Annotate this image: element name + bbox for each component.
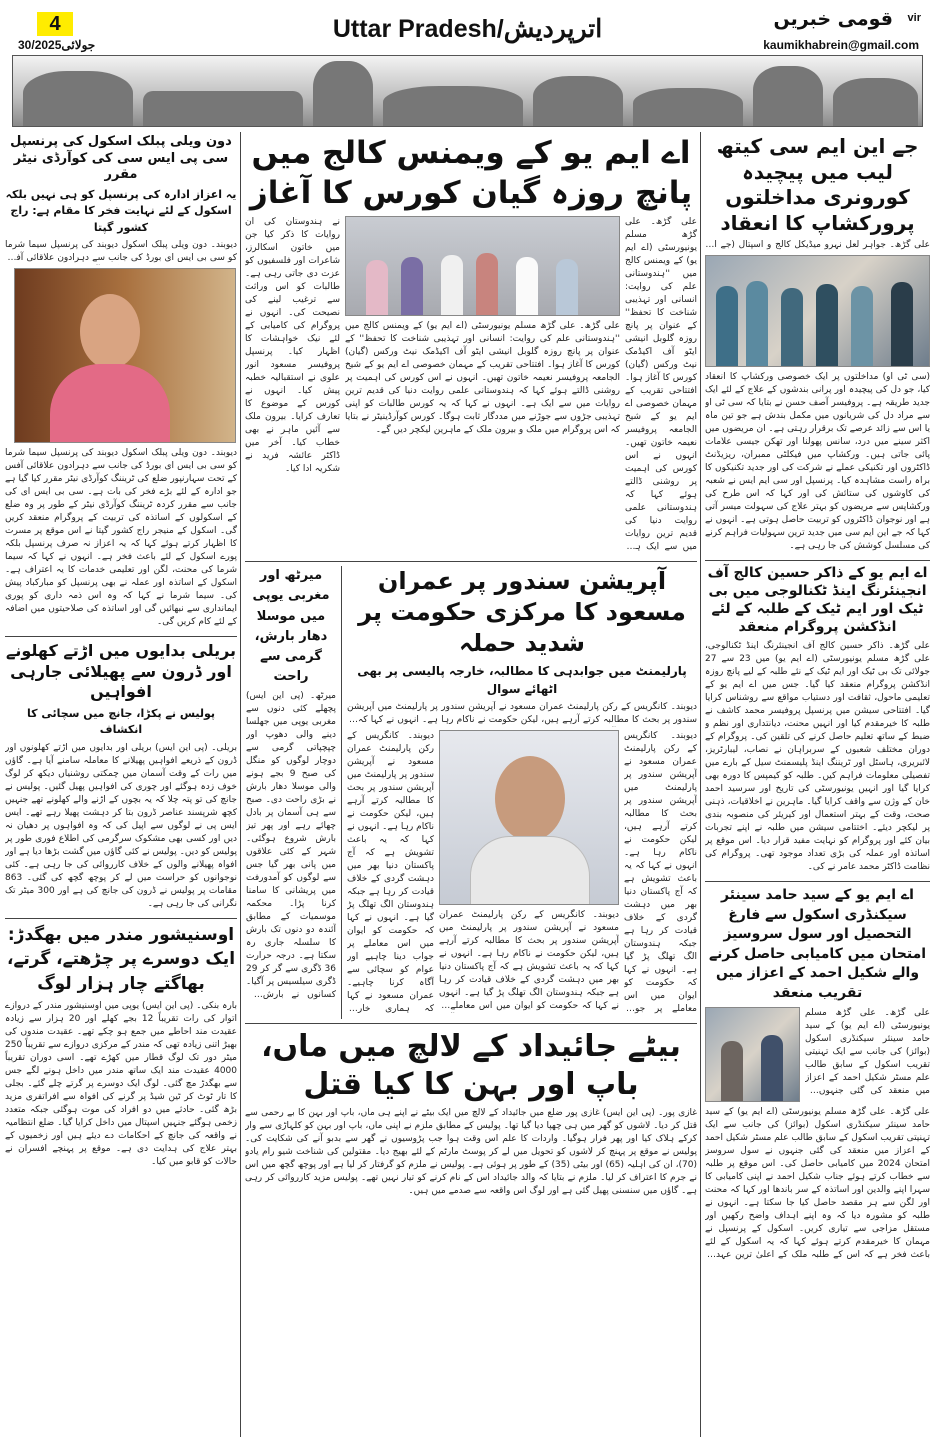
dps-headline: دون ویلی پبلک اسکول کی پرنسپل سی پی ایس سی کی کوآرڈی نیٹر مقرر	[10, 134, 232, 183]
shakeel-body-continued: علی گڑھ۔ علی گڑھ مسلم یونیورسٹی (اے ایم یو) کے سید حامد سینئر سیکنڈری اسکول (بوائز) کی جانب سے ایک تہنیتی تقریب اسکول کے سابق طالب علم مسٹر شکیل احمد کے اعزاز میں منعقد کی گئی جنہوں نے سول سروسز امتحان 2024 میں کامیابی حاصل کی۔ اس موقع پر طلبہ سے خطاب کرتے ہوئے جناب شکیل احمد نے اپنی کامیابی کا سہرا اپنے والدین اور اساتذہ کے سر باندھا اور کہا کہ محنت اور لگن سے ہر مقصد حاصل کیا جا سکتا ہے۔ انہوں نے طلبہ کو مشورہ دیا کہ وہ اپنے اہداف واضح رکھیں اور مستقل مزاجی سے تیاری کریں۔ اسکول کے پرنسپل نے مہمان کا خیرمقدم کرتے ہوئے کہا کہ یہ اسکول کے لئے باعث فخر ہے کہ اس کے طلبہ ملک کے اعلیٰ ترین عہدوں	[705, 1106, 930, 1260]
sindoor-photo-row	[347, 730, 697, 1019]
zakir-body: علی گڑھ۔ ذاکر حسین کالج آف انجینئرنگ اینڈ ٹکنالوجی، علی گڑھ مسلم یونیورسٹی (اے ایم یو) میں 23 سے 27 جولائی تک بی ٹیک اور ایم ٹیک کے نئے طلبہ کے لیے پانچ روزہ انڈکشن پروگرام منعقد کیا گیا۔ جس میں اے ایم یو کے تعلیمی ماحول، ثقافت اور دستیاب مواقع سے روشناس کرایا گیا۔ افتتاحی سیشن میں پرنسپل پروفیسر محمد کاشف نے طلبہ کا خیرمقدم کیا اور انہیں محنت، دیانتداری اور نظم و ضبط کے ساتھ تعلیم حاصل کرنے کی تلقین کی۔ پروگرام کے دوران مختلف شعبوں کے سربراہان نے نصاب، لیبارٹریز، لائبریری، ہاسٹل اور ٹریننگ اینڈ پلیسمنٹ سیل کے بارے میں تفصیلی معلومات فراہم کیں۔ طلبہ کو کیمپس کا دورہ بھی کرایا گیا اور انہیں یونیورسٹی کی تاریخ اور سرسید احمد خان کے وژن سے واقف کرایا گیا۔ ماہرین نے اخلاقیات، ذہنی صحت، وقت کے بہتر استعمال اور کیریئر کی منصوبہ بندی پر لیکچر دیئے۔ اختتامی سیشن میں طلبہ نے اپنے تجربات بیان کئے اور پروگرام کو نہایت مفید قرار دیا۔ اس موقع پر اساتذہ اور عملہ کی بڑی تعداد موجود تھی۔ پروگرام کی نظامت ڈاکٹر محمد عامر نے کی۔	[705, 641, 930, 872]
column-divider	[341, 566, 342, 1018]
sindoor-body-top: دیوبند۔ کانگریس کے رکن پارلیمنٹ عمران مسعود نے آپریشن سندور پر پارلیمنٹ میں آپریشن سندور پر بحث کا مطالبہ کرتے آرہے ہیں، لیکن حکومت نے ناکام رہا ہے۔ انہوں نے کہا کہ یہ	[347, 701, 697, 725]
imran-masood-photo	[439, 730, 619, 905]
story-divider	[5, 636, 237, 637]
women-college-body-continued: نے ہندوستان کی ان روایات کا ذکر کیا جن میں خاتون اسکالرز، شاعرات اور فلسفیوں کو عزت دی جاتی رہی ہے۔ طالبات کو اس وراثت سے ترغیب لینے کی نصیحت کی۔ انہوں نے پروگرام کی کامیابی کے لئے نیک خواہشات کا اظہار کیا۔ پرنسپل پروفیسر مسعود انور علوی نے استقبالیہ خطبہ پیش کیا۔ انہوں نے کورس کے موضوع کا تعارف کرایا۔ بیرون ملک سے آئیں ماہر نے بھی خطاب کیا۔ آخر میں ڈاکٹر عائشہ فرید نے شکریہ ادا کیا۔	[245, 217, 340, 475]
contact-email[interactable]: kaumikhabrein@gmail.com	[763, 38, 919, 52]
drones-subhead: پولیس نے پکڑا، جانچ میں سچائی کا انکشاف	[26, 706, 216, 737]
murder-headline: بیٹے جائیداد کے لالچ میں ماں، باپ اور بہن کا کیا قتل	[261, 1028, 681, 1102]
jnmc-headline: جے این ایم سی کیتھ لیب میں پیچیدہ کورونری مداخلتوں پرورکشاپ کا انعقاد	[716, 134, 919, 235]
women-college-body-middle: علی گڑھ۔ علی گڑھ مسلم یونیورسٹی (اے ایم یو) کے ویمنس کالج میں ''ہندوستانی علم کی روایت: انسانی اور تہذیبی شناخت کا تحفظ'' کے عنوان پر پانچ روزہ گلوبل انیشی ایٹو آف اکیڈمک نیٹ ورکس (گیان) کورس کا آغاز ہوا۔ افتتاحی تقریب کے مہمان خصوصی اے ایم یو کے شیخ الجامعہ پروفیسر نعیمہ خاتون تھیں۔ انہوں نے اس کورس کی اہمیت پر روشنی ڈالتے ہوئے کہا کہ ہندوستانی علمی روایت دنیا کی قدیم ترین روایات میں سے ایک ہے۔ انہوں نے کہا کہ یہ کورس طالبات کو اپنی تہذیبی جڑوں سے جوڑنے میں مددگار ثابت ہوگا۔ کورس کوآرڈینیٹر نے بتایا کہ اس پروگرام میں ملک و بیرون ملک کے ماہرین لیکچر دیں گے۔	[345, 321, 620, 436]
jnmc-workshop-photo	[705, 255, 930, 367]
shakeel-photo-row	[705, 1007, 930, 1106]
newspaper-logo: قومی خبریں	[773, 8, 893, 30]
temple-stampede-body: بارہ بنکی۔ (پی این ایس) یوپی میں اوسنیشور مندر کے دروازے اتوار کی رات تقریباً 12 بجے کھلے اور 20 ہزار سے زیادہ عقیدت مند احاطے میں جمع ہو چکے تھے۔ عقیدت مندوں کی بھیڑ اتنی زیادہ تھی کہ مندر کے مرکزی دروازے سے تقریباً 250 میٹر دور تک لوگ قطار میں کھڑے تھے۔ اسی دوران تقریباً 4000 عقیدت مند ایک ساتھ مندر میں داخل ہونے لگے جس سے بھگدڑ مچ گئی۔ لوگ ایک دوسرے پر گرتے چلے گئے۔ بجلی کا تار ٹوٹ کر ٹین شیڈ پر گرنے کی افواہ سے افراتفری مزید بڑھ گئی۔ حادثے میں دو افراد کی موت ہوگئی جبکہ متعدد زخمی ہوگئے جنہیں اسپتال میں داخل کرایا گیا۔ ضلع انتظامیہ نے واقعہ کی جانچ کے احکامات دے دیئے ہیں اور زخمیوں کے بہتر علاج کی ہدایت دی ہے۔ موقع پر پہنچے افسران نے حالات کو قابو میں کیا۔	[5, 1000, 237, 1167]
dps-body-continued: دیوبند۔ دون ویلی پبلک اسکول دیوبند کی پرنسپل سیما شرما کو سی بی ایس ای بورڈ کی جانب سے دہرادون علاقائی آفس کے تحت سہارنپور ضلع کی ٹریننگ کوآرڈی نیٹر مقرر کیا گیا ہے جو ادارہ کے لئے بڑے فخر کی بات ہے۔ سی بی ایس ای کی جانب سے مقرر کردہ ٹریننگ کوآرڈی نیٹر کے طور پر وہ ضلع کے اسکولوں کے اساتذہ کی تربیت کے پروگرام منعقد کریں گی۔ اسکول کے منیجر راج کشور گپتا نے اس موقع پر مسرت کا اظہار کرتے ہوئے کہا کہ یہ اعزاز نہ صرف پرنسپل بلکہ پورے اسکول کے لئے باعث فخر ہے۔ انہوں نے کہا کہ سیما شرما کی محنت، لگن اور تعلیمی خدمات کا یہ اعتراف ہے۔ اسکول کے اساتذہ اور عملہ نے بھی پرنسپل کو مبارکباد پیش کی۔ سیما شرما نے کہا کہ وہ اس ذمہ داری کو پوری ایمانداری سے نبھائیں گی اور اساتذہ کی صلاحیتوں میں اضافہ کے لئے کام کریں گی۔	[5, 448, 237, 628]
sindoor-body-right: دیوبند۔ کانگریس کے رکن پارلیمنٹ عمران مسعود نے آپریشن سندور پر پارلیمنٹ میں آپریشن سندور پر بحث کا مطالبہ کرتے آرہے ہیں، لیکن حکومت نے ناکام رہا ہے۔ انہوں نے کہا کہ یہ باعث تشویش ہے کہ آج پاکستان دنیا بھر میں دہشت گردی کے خلاف قیادت کر رہا ہے جبکہ ہندوستان الگ تھلگ پڑ گیا ہے۔ انہوں نے کہا کہ حکومت کو ایوان میں اس معاملے پر جواب	[624, 730, 697, 1014]
story-divider	[5, 918, 237, 919]
women-college-body: علی گڑھ۔ علی گڑھ مسلم یونیورسٹی (اے ایم یو) کے ویمنس کالج میں ''ہندوستانی علم کی روایت: انسانی اور تہذیبی شناخت کا تحفظ'' کے عنوان پر پانچ روزہ گلوبل انیشی ایٹو آف اکیڈمک نیٹ ورکس (گیان) کورس کا آغاز ہوا۔ افتتاحی تقریب کے مہمان خصوصی اے ایم یو کے شیخ الجامعہ پروفیسر نعیمہ خاتون تھیں۔ انہوں نے اس کورس کی اہمیت پر روشنی ڈالتے ہوئے کہا کہ ہندوستانی علمی روایت دنیا کی قدیم ترین روایات میں سے ایک ہے۔	[625, 217, 697, 553]
sindoor-meerut-row	[245, 566, 697, 1018]
page-number: 4	[37, 12, 73, 36]
section-title: Uttar Pradesh/اترپردیش	[332, 15, 603, 43]
shakeel-headline: اے ایم یو کے سید حامد سینئر سیکنڈری اسکول سے فارغ التحصیل اور سول سروسیز امتحان میں کامیابی حاصل کرنے والے شکیل احمد کے اعزاز میں تقریب منعقد	[708, 887, 927, 1001]
column-divider	[700, 132, 701, 1437]
left-column	[5, 134, 237, 1172]
sindoor-subhead: پارلیمنٹ میں جوابدہی کا مطالبہ، خارجہ پالیسی پر بھی اٹھائے سوال	[357, 663, 687, 696]
logo-mark-icon: vir	[907, 12, 921, 24]
jnmc-body-continued: (سی ٹی او) مداخلتوں پر ایک خصوصی ورکشاپ کا انعقاد کیا، جو دل کی پیچیدہ اور پرانی بندشوں کے علاج کے لئے ایک جدید طریقہ ہے۔ پروفیسر آصف حسن نے بتایا کہ سی ٹی او سے مراد دل کی شریانوں میں مکمل بندش ہے جو تین ماہ یا اس سے زائد عرصے تک برقرار رہتی ہے۔ ان مریضوں میں اکثر سینے میں درد، سانس پھولنا اور تھکن جیسی علامات پائی جاتی ہیں۔ ورکشاپ میں فیکلٹی ممبران، ریزیڈنٹ ڈاکٹروں اور تکنیکی عملے نے شرکت کی اور جدید تکنیکوں کا براہ راست مشاہدہ کیا۔ پرنسپل اور سی ایم ایس نے شعبہ کی کاوشوں کی ستائش کی اور کہا کہ اس طرح کی ورکشاپس سے مریضوں کو بہتر علاج کی سہولت میسر آتی ہے اور نوجوان ڈاکٹروں کو تربیت حاصل ہوتی ہے۔ انہوں نے کہا کہ جے این ایم سی میں جدید ترین سہولیات فراہم کرنے کی مسلسل کوشش کی جا رہی ہے۔	[705, 372, 930, 552]
dps-body: دیوبند۔ دون ویلی پبلک اسکول دیوبند کی پرنسپل سیما شرما کو سی بی ایس ای بورڈ کی جانب سے دہرادون علاقائی آفس	[5, 240, 237, 264]
issue-date: 30/جولائی2025	[18, 38, 96, 52]
shakeel-felicitation-photo	[705, 1007, 800, 1102]
women-college-row	[245, 216, 697, 557]
women-college-headline: اے ایم یو کے ویمنس کالج میں پانچ روزہ گیان کورس کا آغاز	[249, 135, 693, 211]
monuments-banner	[12, 55, 923, 127]
shakeel-body: علی گڑھ۔ علی گڑھ مسلم یونیورسٹی (اے ایم یو) کے سید حامد سینئر سیکنڈری اسکول (بوائز) کی جانب سے ایک تہنیتی تقریب اسکول کے سابق طالب علم مسٹر شکیل احمد کے اعزاز میں منعقد کی گئی جنہوں نے	[805, 1007, 930, 1096]
principal-photo	[14, 268, 236, 443]
drones-body: بریلی۔ (پی این ایس) بریلی اور بدایوں میں اڑتے کھلونوں اور ڈرون کے ذریعے افواہیں پھیلانے کا معاملہ سامنے آیا ہے۔ گاؤں میں رات کے وقت آسمان میں چمکتی روشنیاں دیکھ کر لوگ خوف زدہ ہوگئے اور چوری کی افواہیں پھیل گئیں۔ پولیس نے جانچ کی تو پتہ چلا کہ یہ بچوں کے اڑنے والے کھلونے تھے جنہیں کچھ شرپسند عناصر ڈرون بتا کر دہشت پھیلا رہے تھے۔ ایس ایس پی نے لوگوں سے اپیل کی کہ وہ افواہوں پر دھیان نہ دیں اور کسی بھی مشکوک سرگرمی کی اطلاع فوری طور پر پولیس کو دیں۔ پولیس نے کئی گاؤں میں گشت بڑھا دیا ہے اور افواہ پھیلانے والوں کے خلاف کارروائی کی جا رہی ہے۔ کئی نوجوانوں کو حراست میں لے کر پوچھ گچھ کی گئی۔ 863 مقامات پر پولیس نے ڈرون کی جانچ کی ہے اور 300 میٹر تک نگرانی کی جا رہی ہے۔	[5, 742, 237, 909]
column-divider	[240, 132, 241, 1437]
zakir-headline: اے ایم یو کے ذاکر حسین کالج آف انجینئرنگ اینڈ ٹکنالوجی میں بی ٹیک اور ایم ٹیک کے طلبہ کے لئے انڈکشن پروگرام منعقد	[707, 565, 928, 636]
sindoor-headline: آپریشن سندور پر عمران مسعود کا مرکزی حکومت پر شدید حملہ	[358, 567, 686, 657]
story-divider	[245, 561, 697, 562]
story-divider	[705, 560, 930, 561]
temple-stampede-headline: اوسنیشور مندر میں بھگدڑ: ایک دوسرے پر چڑھتے، گرتے، بھاگتے چار ہزار لوگ	[6, 924, 236, 995]
sindoor-body-left: دیوبند۔ کانگریس کے رکن پارلیمنٹ عمران مسعود نے آپریشن سندور پر پارلیمنٹ میں آپریشن سندور پر بحث کا مطالبہ کرتے آرہے ہیں، لیکن حکومت نے ناکام رہا ہے۔ انہوں نے کہا کہ یہ باعث تشویش ہے کہ آج پاکستان دنیا بھر میں دہشت گردی کے خلاف قیادت کر رہا ہے جبکہ ہندوستان الگ تھلگ پڑ گیا ہے۔ انہوں نے کہا کہ حکومت کو ایوان میں اس معاملے پر جواب دینا چاہیے اور عوام کو سچائی سے آگاہ کرنا چاہیے۔ عمران مسعود نے کہا کہ ہماری خارجہ	[347, 730, 434, 1014]
jnmc-body: علی گڑھ۔ جواہر لعل نہرو میڈیکل کالج و اسپتال (جے این	[705, 240, 930, 251]
sindoor-body-bottom: دیوبند۔ کانگریس کے رکن پارلیمنٹ عمران مسعود نے آپریشن سندور پر پارلیمنٹ میں آپریشن سندور پر بحث کا مطالبہ کرتے آرہے ہیں، لیکن حکومت نے ناکام رہا ہے۔ انہوں نے کہا کہ یہ باعث تشویش ہے کہ آج پاکستان دنیا بھر میں دہشت گردی کے خلاف قیادت کر رہا ہے جبکہ ہندوستان الگ تھلگ پڑ گیا ہے۔ انہوں نے کہا کہ حکومت کو ایوان میں اس معاملے پر	[439, 909, 619, 1011]
meerut-headline: میرٹھ اور مغربی یوپی میں موسلا دھار بارش، گرمی سے راحت	[252, 568, 330, 685]
story-divider	[245, 1023, 697, 1024]
story-divider	[705, 881, 930, 882]
dps-subhead: یہ اعزاز ادارہ کی پرنسپل کو ہی نہیں بلکہ اسکول کے لئے نہایت فخر کا مقام ہے: راج کشور گپتا	[5, 187, 237, 234]
murder-body: غازی پور۔ (پی این ایس) غازی پور ضلع میں جائیداد کے لالچ میں ایک بیٹے نے اپنے ہی ماں، باپ اور بہن کا بے رحمی سے قتل کر دیا۔ لاشوں کو گھر میں ہی چھپا دیا گیا تھا۔ پولیس کے مطابق ملزم نے اپنی ماں، باپ اور بہن کو کلہاڑی سے وار کرکے ہلاک کیا اور پھر فرار ہوگیا۔ واردات کا علم اس وقت ہوا جب پڑوسیوں نے گھر سے بدبو آنے کی شکایت کی۔ پولیس نے موقع پر پہنچ کر لاشوں کو تحویل میں لے کر پوسٹ مارٹم کے لئے بھیج دیا۔ مقتولین کی شناخت شیو رام یادو (70)، ان کی اہلیہ (65) اور بیٹی (35) کے طور پر ہوئی ہے۔ پولیس نے ملزم کو گرفتار کر لیا ہے اور پوچھ گچھ میں اس نے جرم کا اعتراف کر لیا۔ ملزم نے بتایا کہ والد جائیداد اس کے نام کرنے کو تیار نہیں تھے۔ پولیس مزید کارروائی کر رہی ہے۔ گاؤں میں سنسنی پھیل گئی ہے اور لوگ اس واقعہ سے صدمے میں ہیں۔	[245, 1108, 697, 1197]
gyan-course-photo	[345, 216, 620, 316]
right-column	[705, 134, 930, 1265]
drones-headline: بریلی بدایوں میں اڑتے کھلونے اور ڈرون سے پھیلائی جارہی افواہیں	[5, 641, 237, 702]
middle-column	[245, 134, 697, 1201]
meerut-body: میرٹھ۔ (پی این ایس) پچھلے کئی دنوں سے مغربی یوپی میں جھلسا دینے والی دھوپ اور چپچپاتی گرمی سے دوچار لوگوں کو منگل کی صبح 9 بجے ہونے والی موسلا دھار بارش نے بڑی راحت دی۔ صبح سے ہی آسمان پر بادل چھائے رہے اور پھر تیز بارش شروع ہوگئی۔ شہر کے کئی علاقوں میں پانی بھر گیا جس سے لوگوں کو آمدورفت میں پریشانی کا سامنا کرنا پڑا۔ محکمہ موسمیات کے مطابق آئندہ دو دنوں تک بارش کا سلسلہ جاری رہ سکتا ہے۔ درجہ حرارت 36 ڈگری سے گر کر 29 ڈگری سیلسیس پر آگیا۔ کسانوں نے بارش کو	[246, 691, 336, 1001]
